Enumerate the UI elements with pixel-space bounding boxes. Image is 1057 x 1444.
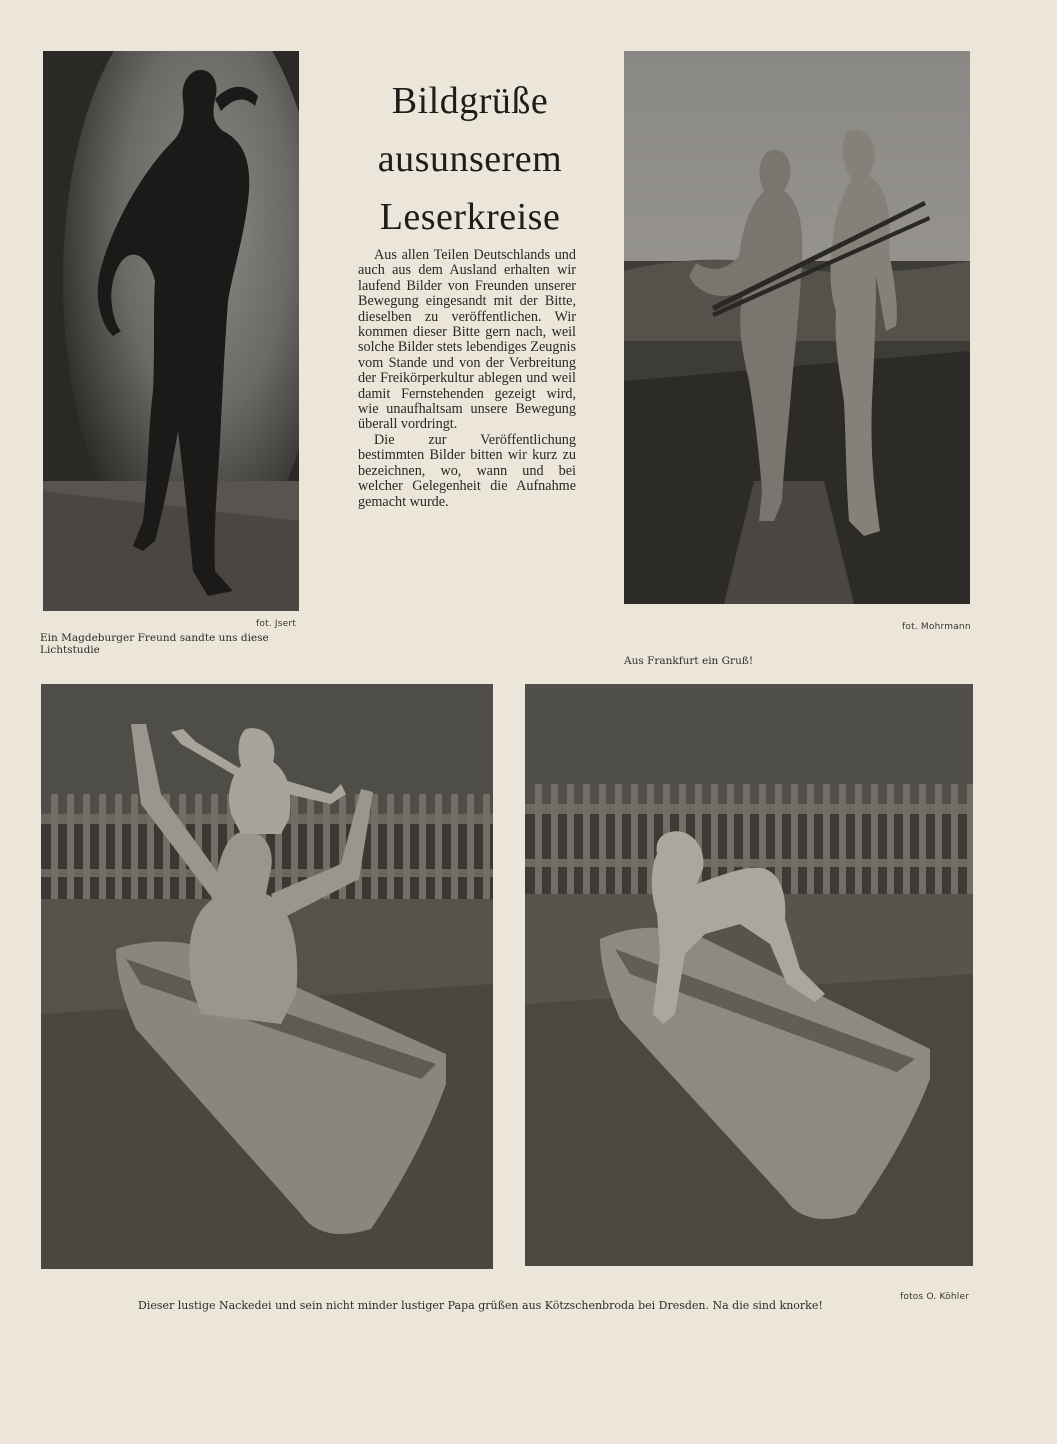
title-line-1: Bildgrüße — [391, 80, 549, 122]
caption-light-study: Ein Magdeburger Freund sandte uns diese Lichtstudie — [40, 632, 269, 656]
photo-credit-mohrmann: fot. Mohrmann — [902, 622, 971, 632]
page-title — [330, 72, 610, 246]
photo-papa-and-child-image — [41, 684, 493, 1269]
photo-credit-jsert: fot. Jsert — [256, 619, 297, 629]
title-line-3: Leserkreise — [379, 196, 561, 238]
caption-frankfurt: Aus Frankfurt ein Gruß! — [624, 655, 754, 667]
photo-child-at-tub — [525, 684, 973, 1266]
photo-light-study — [43, 51, 299, 611]
photo-light-study-image — [43, 51, 299, 611]
photo-frankfurt-image — [624, 51, 970, 604]
title-line-2: ausunserem — [377, 138, 563, 180]
article-paragraph-2: Die zur Veröffentlichung bestimmten Bilder bitten wir kurz zu bezeichnen, wo, wann und bei welcher Gelegenheit die Aufnahme gemacht wurde. — [358, 431, 576, 510]
photo-credit-koehler: fotos O. Köhler — [900, 1292, 970, 1302]
photo-frankfurt — [624, 51, 970, 604]
article-body — [358, 248, 576, 510]
photo-papa-and-child — [41, 684, 493, 1269]
article-paragraph-1: Aus allen Teilen Deutschlands und auch aus dem Ausland erhalten wir laufend Bilder von Freunden unserer Bewegung eingesandt mit der Bitte, dieselben zu veröffentlichen. Wir kommen dieser Bitte gern nach, weil solche Bilder stets lebendiges Zeugnis vom Stande und von der Verbreitung der Freikörperkultur ablegen und weil damit Fernstehenden gezeigt wird, wie unaufhaltsam unsere Bewegung überall vordringt. — [358, 247, 576, 433]
photo-child-at-tub-image — [525, 684, 973, 1266]
caption-bottom: Dieser lustige Nackedei und sein nicht minder lustiger Papa grüßen aus Kötzschenbroda bei Dresden. Na die sind knorke! — [138, 1299, 823, 1312]
